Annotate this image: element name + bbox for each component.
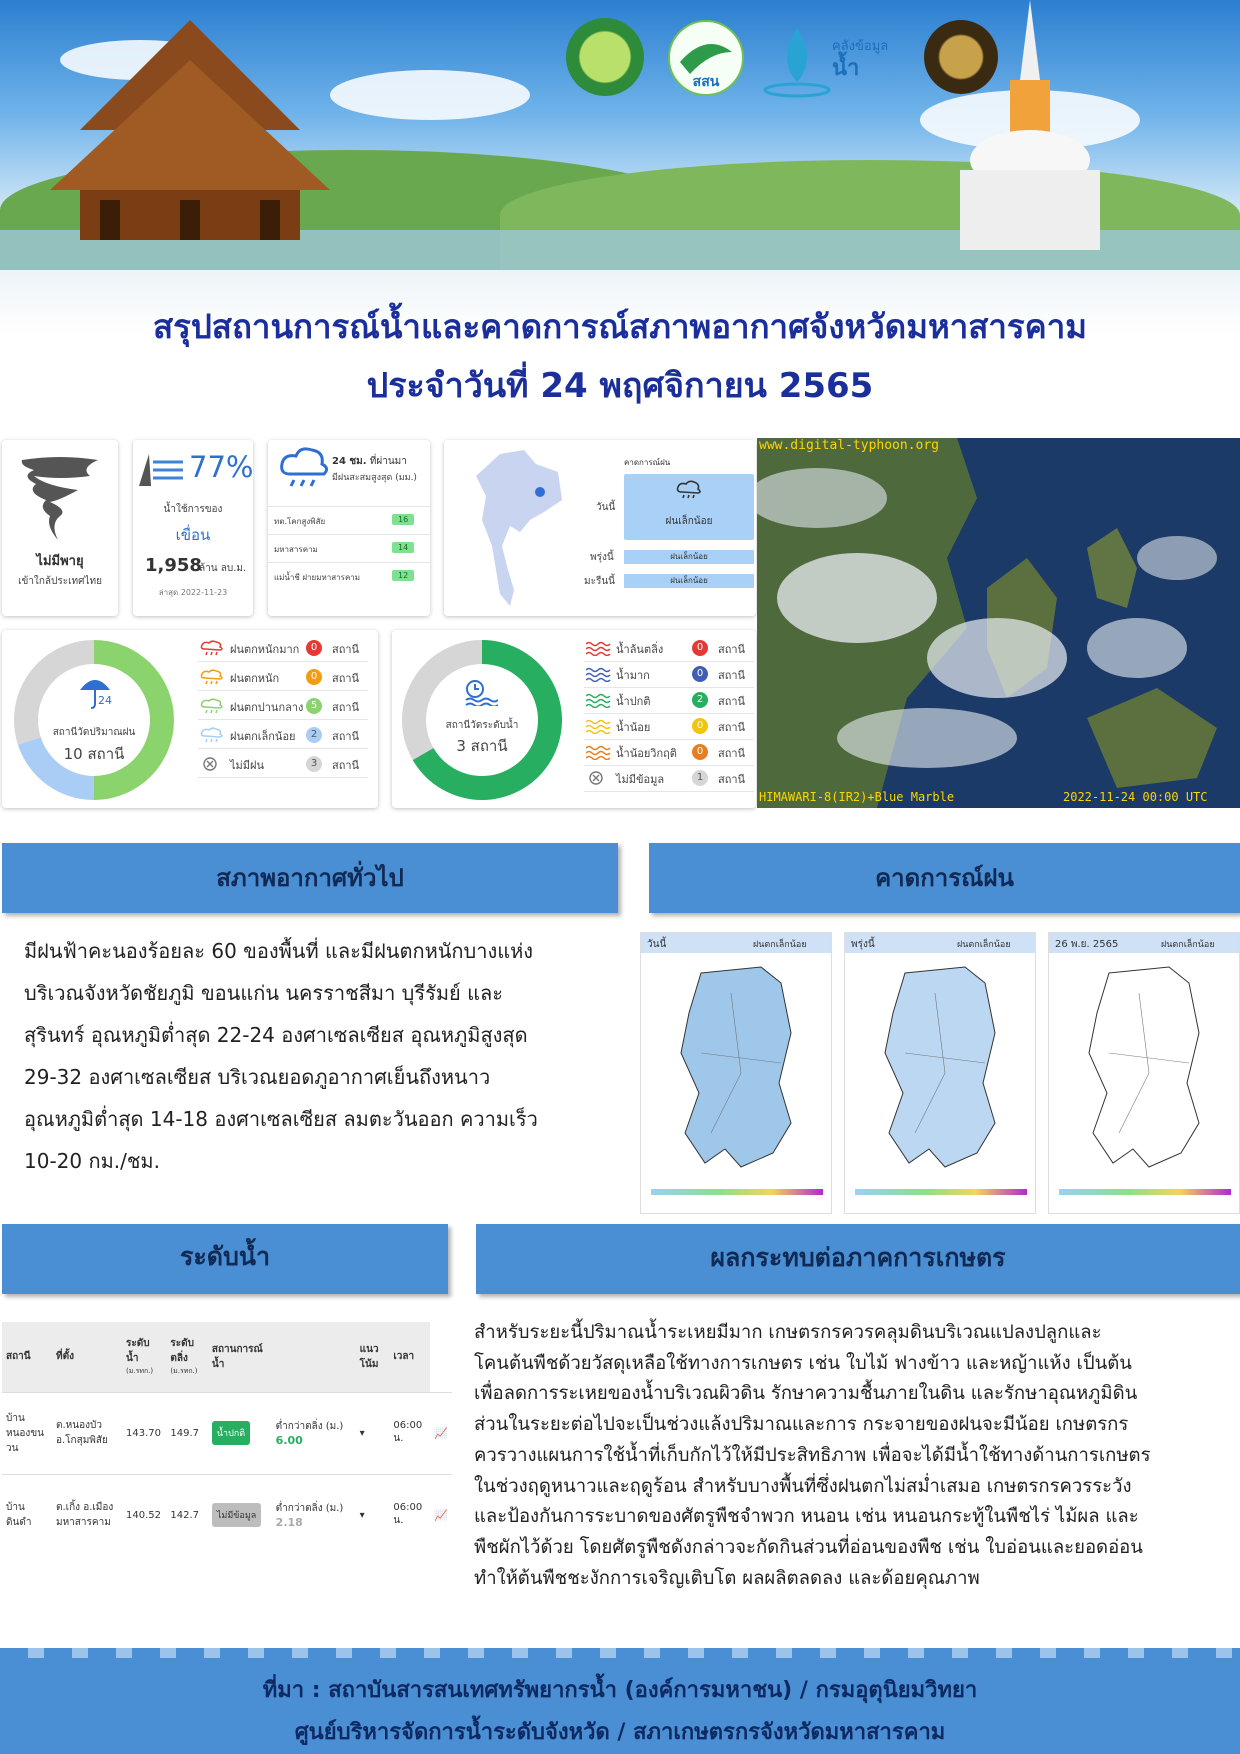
legend-count: 0 [692, 718, 708, 734]
agri-impact-line: พืชผักไว้ด้วย โดยศัตรูพืชดังกล่าวจะกัดกินส่วนที่อ่อนของพืช เช่น ใบอ่อนและยอดอ่อน [474, 1536, 1143, 1558]
legend-row [584, 764, 754, 792]
dam-level-icon [139, 454, 185, 490]
svg-text:สสน: สสน [692, 74, 720, 90]
table-header-unit: (ม.รทก.) [170, 1367, 198, 1376]
legend-unit: สถานี [718, 721, 746, 734]
forecast-today-value: ฝนเล็กน้อย [665, 516, 713, 527]
legend-label: น้ำมาก [616, 669, 650, 682]
dam-card [133, 440, 253, 616]
wave-icon [586, 692, 612, 708]
water-status [208, 1392, 272, 1474]
satellite-source-url: www.digital-typhoon.org [759, 438, 940, 453]
no-data-icon [586, 770, 612, 786]
water-station-count: 3 สถานี [456, 737, 508, 755]
table-header-cell: สถานี [2, 1322, 52, 1392]
bank-level-value: 142.7 [166, 1474, 208, 1556]
footer-source-line2: ศูนย์บริหารจัดการน้ำระดับจังหวัด / สภาเกษตรกรจังหวัดมหาสารคาม [294, 1720, 946, 1745]
hii-logo [668, 20, 744, 96]
rain-24h-subheader: มีฝนสะสมสูงสุด (มม.) [332, 473, 417, 483]
legend-unit: สถานี [718, 669, 746, 682]
legend-row [584, 660, 754, 688]
water-station-label: สถานีวัดระดับน้ำ [445, 720, 519, 731]
wave-icon [586, 666, 612, 682]
forecast-map-panel [844, 932, 1036, 1214]
general-weather-heading: สภาพอากาศทั่วไป [2, 843, 618, 913]
station-location: ต.เกิ้ง อ.เมือง มหาสารคาม [52, 1474, 122, 1556]
agri-impact-line: เพื่อลดการระเหยของน้ำบริเวณผิวดิน รักษาความชื้นภายในดิน และรักษาอุณหภูมิดิน [474, 1383, 1138, 1405]
measure-time: 06:00 น. [389, 1392, 430, 1474]
legend-unit: สถานี [332, 701, 360, 714]
forecast-map-header [845, 933, 1035, 953]
legend-unit: สถานี [332, 672, 360, 685]
rain-24h-value: 16 [392, 514, 414, 525]
rain-station-count: 10 สถานี [63, 745, 125, 763]
general-weather-line: บริเวณจังหวัดชัยภูมิ ขอนแก่น นครราชสีมา บุรีรัมย์ และ [24, 981, 503, 1005]
svg-text:คลังข้อมูล: คลังข้อมูล [832, 39, 889, 54]
province-rain-map [641, 953, 833, 1213]
tornado-icon [20, 454, 100, 548]
footer-banner [0, 1648, 1240, 1754]
legend-unit: สถานี [718, 695, 746, 708]
legend-label: น้ำล้นตลิ่ง [616, 643, 664, 656]
donut-segment [94, 640, 174, 800]
legend-label: น้ำปกติ [616, 695, 651, 708]
table-header-cell: แนว โน้ม [356, 1322, 390, 1392]
legend-count: 3 [306, 756, 322, 772]
bank-diff-label: ต่ำกว่าตลิ่ง (ม.) [275, 1503, 344, 1515]
dam-updated: ล่าสุด 2022-11-23 [158, 588, 228, 597]
cloud-rain-icon [200, 640, 226, 656]
storm-card [2, 440, 118, 616]
agri-impact-line: สำหรับระยะนี้ปริมาณน้ำระเหยมีมาก เกษตรกรควรคลุมดินบริเวณแปลงปลูกและ [474, 1322, 1102, 1343]
legend-unit: สถานี [718, 773, 746, 786]
status-badge: น้ำปกติ [212, 1421, 250, 1445]
rain-forecast-card [444, 440, 756, 616]
legend-label: ไม่มีฝน [230, 759, 264, 772]
agri-office-logo [566, 18, 644, 96]
table-header-cell: เวลา [389, 1322, 430, 1392]
legend-unit: สถานี [718, 747, 746, 760]
chart-link-icon[interactable]: 📈 [430, 1474, 452, 1556]
trend-dropdown[interactable]: ▾ [356, 1392, 390, 1474]
legend-label: น้ำน้อยวิกฤติ [616, 747, 677, 760]
water-level-table [2, 1322, 452, 1556]
temple-illustration [40, 20, 340, 250]
page-date: ประจำวันที่ 24 พฤศจิกายน 2565 [366, 366, 874, 406]
legend-unit: สถานี [332, 730, 360, 743]
trend-dropdown[interactable]: ▾ [356, 1474, 390, 1556]
rain-24h-place: ทต.โคกสูงพิสัย [274, 517, 326, 526]
legend-count: 2 [692, 692, 708, 708]
table-row [2, 1474, 452, 1556]
agri-impact-text [474, 1318, 1232, 1594]
forecast-dayafter-label: มะรืนนี้ [584, 576, 616, 587]
rain-station-label: สถานีวัดปริมาณฝน [52, 727, 136, 738]
forecast-title: คาดการณ์ฝน [624, 458, 671, 467]
storm-title: ไม่มีพายุ [36, 554, 84, 569]
storm-subtitle: เข้าใกล้ประเทศไทย [18, 576, 102, 587]
agri-impact-heading: ผลกระทบต่อภาคการเกษตร [476, 1224, 1240, 1294]
rain-24h-card [268, 440, 430, 616]
forecast-today-box [624, 474, 754, 540]
forecast-map-day: 26 พ.ย. 2565 [1055, 939, 1119, 950]
rain-station-donut [8, 634, 180, 810]
legend-row [198, 750, 368, 778]
station-link[interactable]: บ้านดินดำ [2, 1474, 52, 1556]
dam-label: น้ำใช้การของ [163, 504, 223, 515]
cloud-shape [330, 70, 530, 120]
general-weather-line: 10-20 กม./ชม. [24, 1149, 160, 1173]
general-weather-line: 29-32 องศาเซลเซียส บริเวณยอดภูอากาศเย็นถึงหนาว [24, 1065, 491, 1089]
rain-24h-place: แม่น้ำชี ฝายมหาสารคาม [274, 573, 361, 582]
satellite-caption: HIMAWARI-8(IR2)+Blue Marble [759, 790, 955, 804]
rain-forecast-heading: คาดการณ์ฝน [649, 843, 1240, 913]
chart-link-icon[interactable]: 📈 [430, 1392, 452, 1474]
agri-impact-line: ในช่วงฤดูหนาวและฤดูร้อน สำหรับบางพื้นที่ซึ่งฝนตกไม่สม่ำเสมอ เกษตรกรควรระวัง [474, 1475, 1132, 1497]
water-level-table-wrap [2, 1322, 452, 1556]
legend-label: น้ำน้อย [616, 721, 651, 734]
rain-24h-row [268, 562, 430, 590]
legend-row [198, 692, 368, 720]
legend-count: 0 [692, 744, 708, 760]
bank-diff [272, 1392, 356, 1474]
table-row [2, 1392, 452, 1474]
legend-row [198, 634, 368, 662]
rain-station-card [2, 630, 378, 808]
agri-impact-line: ส่วนในระยะต่อไปจะเป็นช่วงแล้งปริมาณและการ กระจายของฝนจะมีน้อย เกษตรกร [474, 1414, 1129, 1436]
dam-percent: 77% [189, 450, 254, 484]
legend-count: 0 [306, 669, 322, 685]
national-water-data-logo [762, 20, 912, 100]
dam-type: เขื่อน [175, 526, 211, 544]
satellite-image [757, 438, 1240, 808]
water-level-heading: ระดับน้ำ [2, 1224, 448, 1294]
legend-count: 0 [692, 666, 708, 682]
water-level-value: 140.52 [122, 1474, 166, 1556]
rain-cloud-icon [278, 446, 330, 496]
wave-icon [586, 640, 612, 656]
general-weather-line: อุณหภูมิต่ำสุด 14-18 องศาเซลเซียส ลมตะวันออก ความเร็ว [24, 1107, 538, 1131]
province-rain-map [1049, 953, 1240, 1213]
legend-row [584, 686, 754, 714]
station-location: ต.หนองบัว อ.โกสุมพิสัย [52, 1392, 122, 1474]
forecast-map-panel [1048, 932, 1240, 1214]
forecast-today-label: วันนี้ [596, 502, 616, 513]
water-level-value: 143.70 [122, 1392, 166, 1474]
thailand-map [470, 450, 570, 614]
legend-count: 0 [692, 640, 708, 656]
legend-label: ไม่มีข้อมูล [616, 773, 665, 786]
rain-24h-header: ที่ผ่านมา [366, 456, 407, 467]
agri-impact-line: โคนต้นพืชด้วยวัสดุเหลือใช้ทางการเกษตร เช่น ใบไม้ ฟางข้าว และหญ้าแห้ง เป็นต้น [474, 1352, 1132, 1374]
bank-diff-value: 6.00 [275, 1434, 303, 1447]
general-weather-line: มีฝนฟ้าคะนองร้อยละ 60 ของพื้นที่ และมีฝนตกหนักบางแห่ง [24, 939, 534, 963]
forecast-map-value: ฝนตกเล็กน้อย [753, 940, 807, 950]
water-station-legend [584, 634, 756, 806]
forecast-tomorrow-value: ฝนเล็กน้อย [624, 550, 754, 564]
footer-source-line1: ที่มา : สถาบันสารสนเทศทรัพยากรน้ำ (องค์การมหาชน) / กรมอุตุนิยมวิทยา [262, 1678, 978, 1703]
rain-24h-value: 12 [392, 570, 414, 581]
dam-volume-unit: ล้าน ลบ.ม. [199, 563, 247, 574]
cloud-rain-icon [200, 727, 226, 743]
bank-level-value: 149.7 [166, 1392, 208, 1474]
legend-count: 2 [306, 727, 322, 743]
legend-label: ฝนตกหนักมาก [230, 643, 300, 656]
table-header-cell: สถานการณ์ น้ำ [208, 1322, 272, 1392]
rain-24h-value: 14 [392, 542, 414, 553]
umbrella-icon [78, 674, 112, 714]
legend-label: ฝนตกปานกลาง [230, 701, 304, 714]
agri-impact-line: ควรวางแผนการใช้น้ำที่เก็บกักไว้ให้มีประสิทธิภาพ เพื่อจะได้มีน้ำใช้ทางด้านการเกษตร [474, 1444, 1151, 1466]
dam-volume: 1,958 [145, 555, 202, 576]
table-header-cell: ที่ตั้ง [52, 1322, 122, 1392]
forecast-tomorrow-label: พรุ่งนี้ [590, 552, 614, 563]
legend-row [584, 634, 754, 662]
forecast-map-day: พรุ่งนี้ [851, 939, 875, 950]
water-clock-icon [464, 680, 498, 710]
cloud-rain-icon [200, 669, 226, 685]
measure-time: 06:00 น. [389, 1474, 430, 1556]
rain-24h-place: มหาสารคาม [274, 545, 318, 554]
rain-station-legend [198, 634, 374, 806]
legend-unit: สถานี [332, 643, 360, 656]
legend-row [198, 663, 368, 691]
legend-count: 1 [692, 770, 708, 786]
legend-unit: สถานี [718, 643, 746, 656]
wave-icon [586, 718, 612, 734]
legend-unit: สถานี [332, 759, 360, 772]
table-header-cell: ระดับ ตลิ่ง (ม.รทก.) [166, 1322, 208, 1392]
forecast-map-header [1049, 933, 1239, 953]
water-station-card [392, 630, 756, 808]
water-status [208, 1474, 272, 1556]
bank-diff [272, 1474, 356, 1556]
legend-count: 0 [306, 640, 322, 656]
forecast-map-day: วันนี้ [647, 939, 667, 950]
station-link[interactable]: บ้านหนองขนวน [2, 1392, 52, 1474]
rain-24h-row [268, 506, 430, 534]
table-header-cell: ระดับ น้ำ (ม.รทก.) [122, 1322, 166, 1392]
legend-row [198, 721, 368, 749]
province-rain-map [845, 953, 1037, 1213]
svg-text:น้ำ: น้ำ [832, 56, 860, 81]
legend-row [584, 712, 754, 740]
forecast-map-value: ฝนตกเล็กน้อย [1161, 940, 1215, 950]
status-badge: ไม่มีข้อมูล [212, 1503, 261, 1527]
no-data-icon [200, 756, 226, 772]
forecast-map-header [641, 933, 831, 953]
footer-stripe [0, 1648, 1240, 1658]
cloud-rain-icon [676, 480, 702, 504]
svg-text:24: 24 [98, 694, 112, 707]
cloud-rain-icon [200, 698, 226, 714]
bank-diff-label: ต่ำกว่าตลิ่ง (ม.) [275, 1421, 344, 1432]
bank-diff-value: 2.18 [275, 1516, 303, 1530]
rain-forecast-maps [640, 932, 1240, 1214]
rain-24h-row [268, 534, 430, 562]
tree-logo [924, 20, 998, 94]
rain-24h-hours: 24 ชม. [332, 456, 367, 467]
agri-impact-line: และป้องกันการระบาดของศัตรูพืชจำพวก หนอน เช่น หนอนกระทู้ในพืชไร่ ไม้ผล และ [474, 1506, 1139, 1528]
page-title: สรุปสถานการณ์น้ำและคาดการณ์สภาพอากาศจังหวัดมหาสารคาม [152, 307, 1087, 346]
legend-label: ฝนตกหนัก [230, 672, 280, 685]
forecast-map-panel [640, 932, 832, 1214]
table-header-unit: (ม.รทก.) [126, 1367, 154, 1376]
forecast-dayafter-value: ฝนเล็กน้อย [624, 574, 754, 588]
legend-count: 5 [306, 698, 322, 714]
legend-label: ฝนตกเล็กน้อย [230, 730, 296, 743]
legend-row [584, 738, 754, 766]
general-weather-line: สุรินทร์ อุณหภูมิต่ำสุด 22-24 องศาเซลเซียส อุณหภูมิสูงสุด [24, 1023, 528, 1047]
forecast-map-value: ฝนตกเล็กน้อย [957, 940, 1011, 950]
table-header-cell [272, 1322, 356, 1392]
agri-impact-line: ทำให้ต้นพืชชะงักการเจริญเติบโต ผลผลิตลดลง และด้อยคุณภาพ [474, 1567, 980, 1589]
wave-icon [586, 744, 612, 760]
satellite-timestamp: 2022-11-24 00:00 UTC [1063, 790, 1208, 804]
general-weather-text [24, 930, 594, 1182]
